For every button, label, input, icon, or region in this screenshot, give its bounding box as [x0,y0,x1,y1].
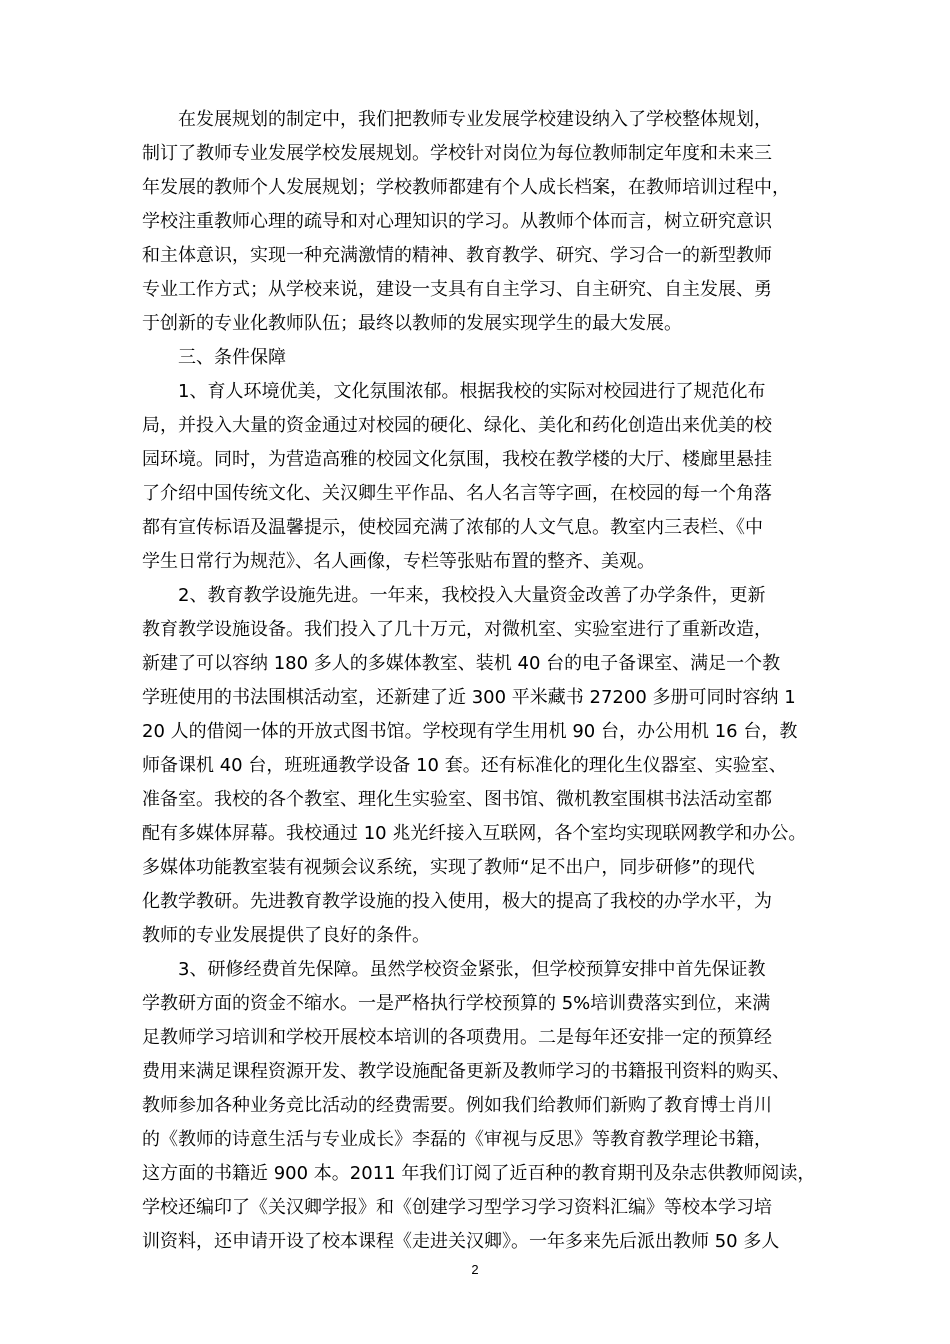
text-line: 1、育人环境优美，文化氛围浓郁。根据我校的实际对校园进行了规范化布 [142,381,766,402]
page-number: 2 [471,1262,479,1277]
text-line: 化教学教研。先进教育教学设施的投入使用，极大的提高了我校的办学水平，为 [142,891,772,912]
text-line: 学校还编印了《关汉卿学报》和《创建学习型学习学习资料汇编》等校本学习培 [142,1197,772,1218]
text-line: 3、研修经费首先保障。虽然学校资金紧张，但学校预算安排中首先保证教 [142,959,766,980]
section-heading: 三、条件保障 [142,347,286,368]
text-line: 年发展的教师个人发展规划；学校教师都建有个人成长档案，在教师培训过程中， [142,177,790,198]
text-line: 准备室。我校的各个教室、理化生实验室、图书馆、微机教室围棋书法活动室都 [142,789,772,810]
text-line: 制订了教师专业发展学校发展规划。学校针对岗位为每位教师制定年度和未来三 [142,143,772,164]
text-line: 多媒体功能教室装有视频会议系统，实现了教师“足不出户，同步研修”的现代 [142,857,755,878]
text-line: 这方面的书籍近 900 本。2011 年我们订阅了近百种的教育期刊及杂志供教师阅读， [142,1163,816,1184]
text-line: 师备课机 40 台，班班通教学设备 10 套。还有标准化的理化生仪器室、实验室、 [142,755,787,776]
text-line: 于创新的专业化教师队伍；最终以教师的发展实现学生的最大发展。 [142,313,682,334]
text-line: 都有宣传标语及温馨提示，使校园充满了浓郁的人文气息。教室内三表栏、《中 [142,517,763,538]
text-line: 配有多媒体屏幕。我校通过 10 兆光纤接入互联网，各个室均实现联网教学和办公。 [142,823,807,844]
text-line: 在发展规划的制定中，我们把教师专业发展学校建设纳入了学校整体规划， [142,109,772,130]
text-line: 训资料，还申请开设了校本课程《走进关汉卿》。一年多来先后派出教师 50 多人 [142,1231,780,1252]
text-line: 教育教学设施设备。我们投入了几十万元，对微机室、实验室进行了重新改造， [142,619,772,640]
text-line: 学生日常行为规范》、名人画像，专栏等张贴布置的整齐、美观。 [142,551,655,572]
text-line: 教师参加各种业务竞比活动的经费需要。例如我们给教师们新购了教育博士肖川 [142,1095,772,1116]
text-line: 2、教育教学设施先进。一年来，我校投入大量资金改善了办学条件，更新 [142,585,766,606]
text-line: 20 人的借阅一体的开放式图书馆。学校现有学生用机 90 台，办公用机 16 台，教 [142,721,798,742]
text-line: 了介绍中国传统文化、关汉卿生平作品、名人名言等字画，在校园的每一个角落 [142,483,772,504]
text-line: 的《教师的诗意生活与专业成长》李磊的《审视与反思》等教育教学理论书籍， [142,1129,772,1150]
text-line: 学教研方面的资金不缩水。一是严格执行学校预算的 5%培训费落实到位，来满 [142,993,771,1014]
text-line: 足教师学习培训和学校开展校本培训的各项费用。二是每年还安排一定的预算经 [142,1027,772,1048]
text-line: 和主体意识，实现一种充满激情的精神、教育教学、研究、学习合一的新型教师 [142,245,772,266]
text-line: 专业工作方式；从学校来说，建设一支具有自主学习、自主研究、自主发展、勇 [142,279,772,300]
text-line: 局，并投入大量的资金通过对校园的硬化、绿化、美化和药化创造出来优美的校 [142,415,772,436]
text-line: 教师的专业发展提供了良好的条件。 [142,925,430,946]
text-line: 学班使用的书法围棋活动室，还新建了近 300 平米藏书 27200 多册可同时容纳 1 [142,687,796,708]
text-line: 学校注重教师心理的疏导和对心理知识的学习。从教师个体而言，树立研究意识 [142,211,772,232]
text-line: 园环境。同时，为营造高雅的校园文化氛围，我校在教学楼的大厅、楼廊里悬挂 [142,449,772,470]
text-line: 新建了可以容纳 180 多人的多媒体教室、装机 40 台的电子备课室、满足一个教 [142,653,781,674]
text-line: 费用来满足课程资源开发、教学设施配备更新及教师学习的书籍报刊资料的购买、 [142,1061,790,1082]
